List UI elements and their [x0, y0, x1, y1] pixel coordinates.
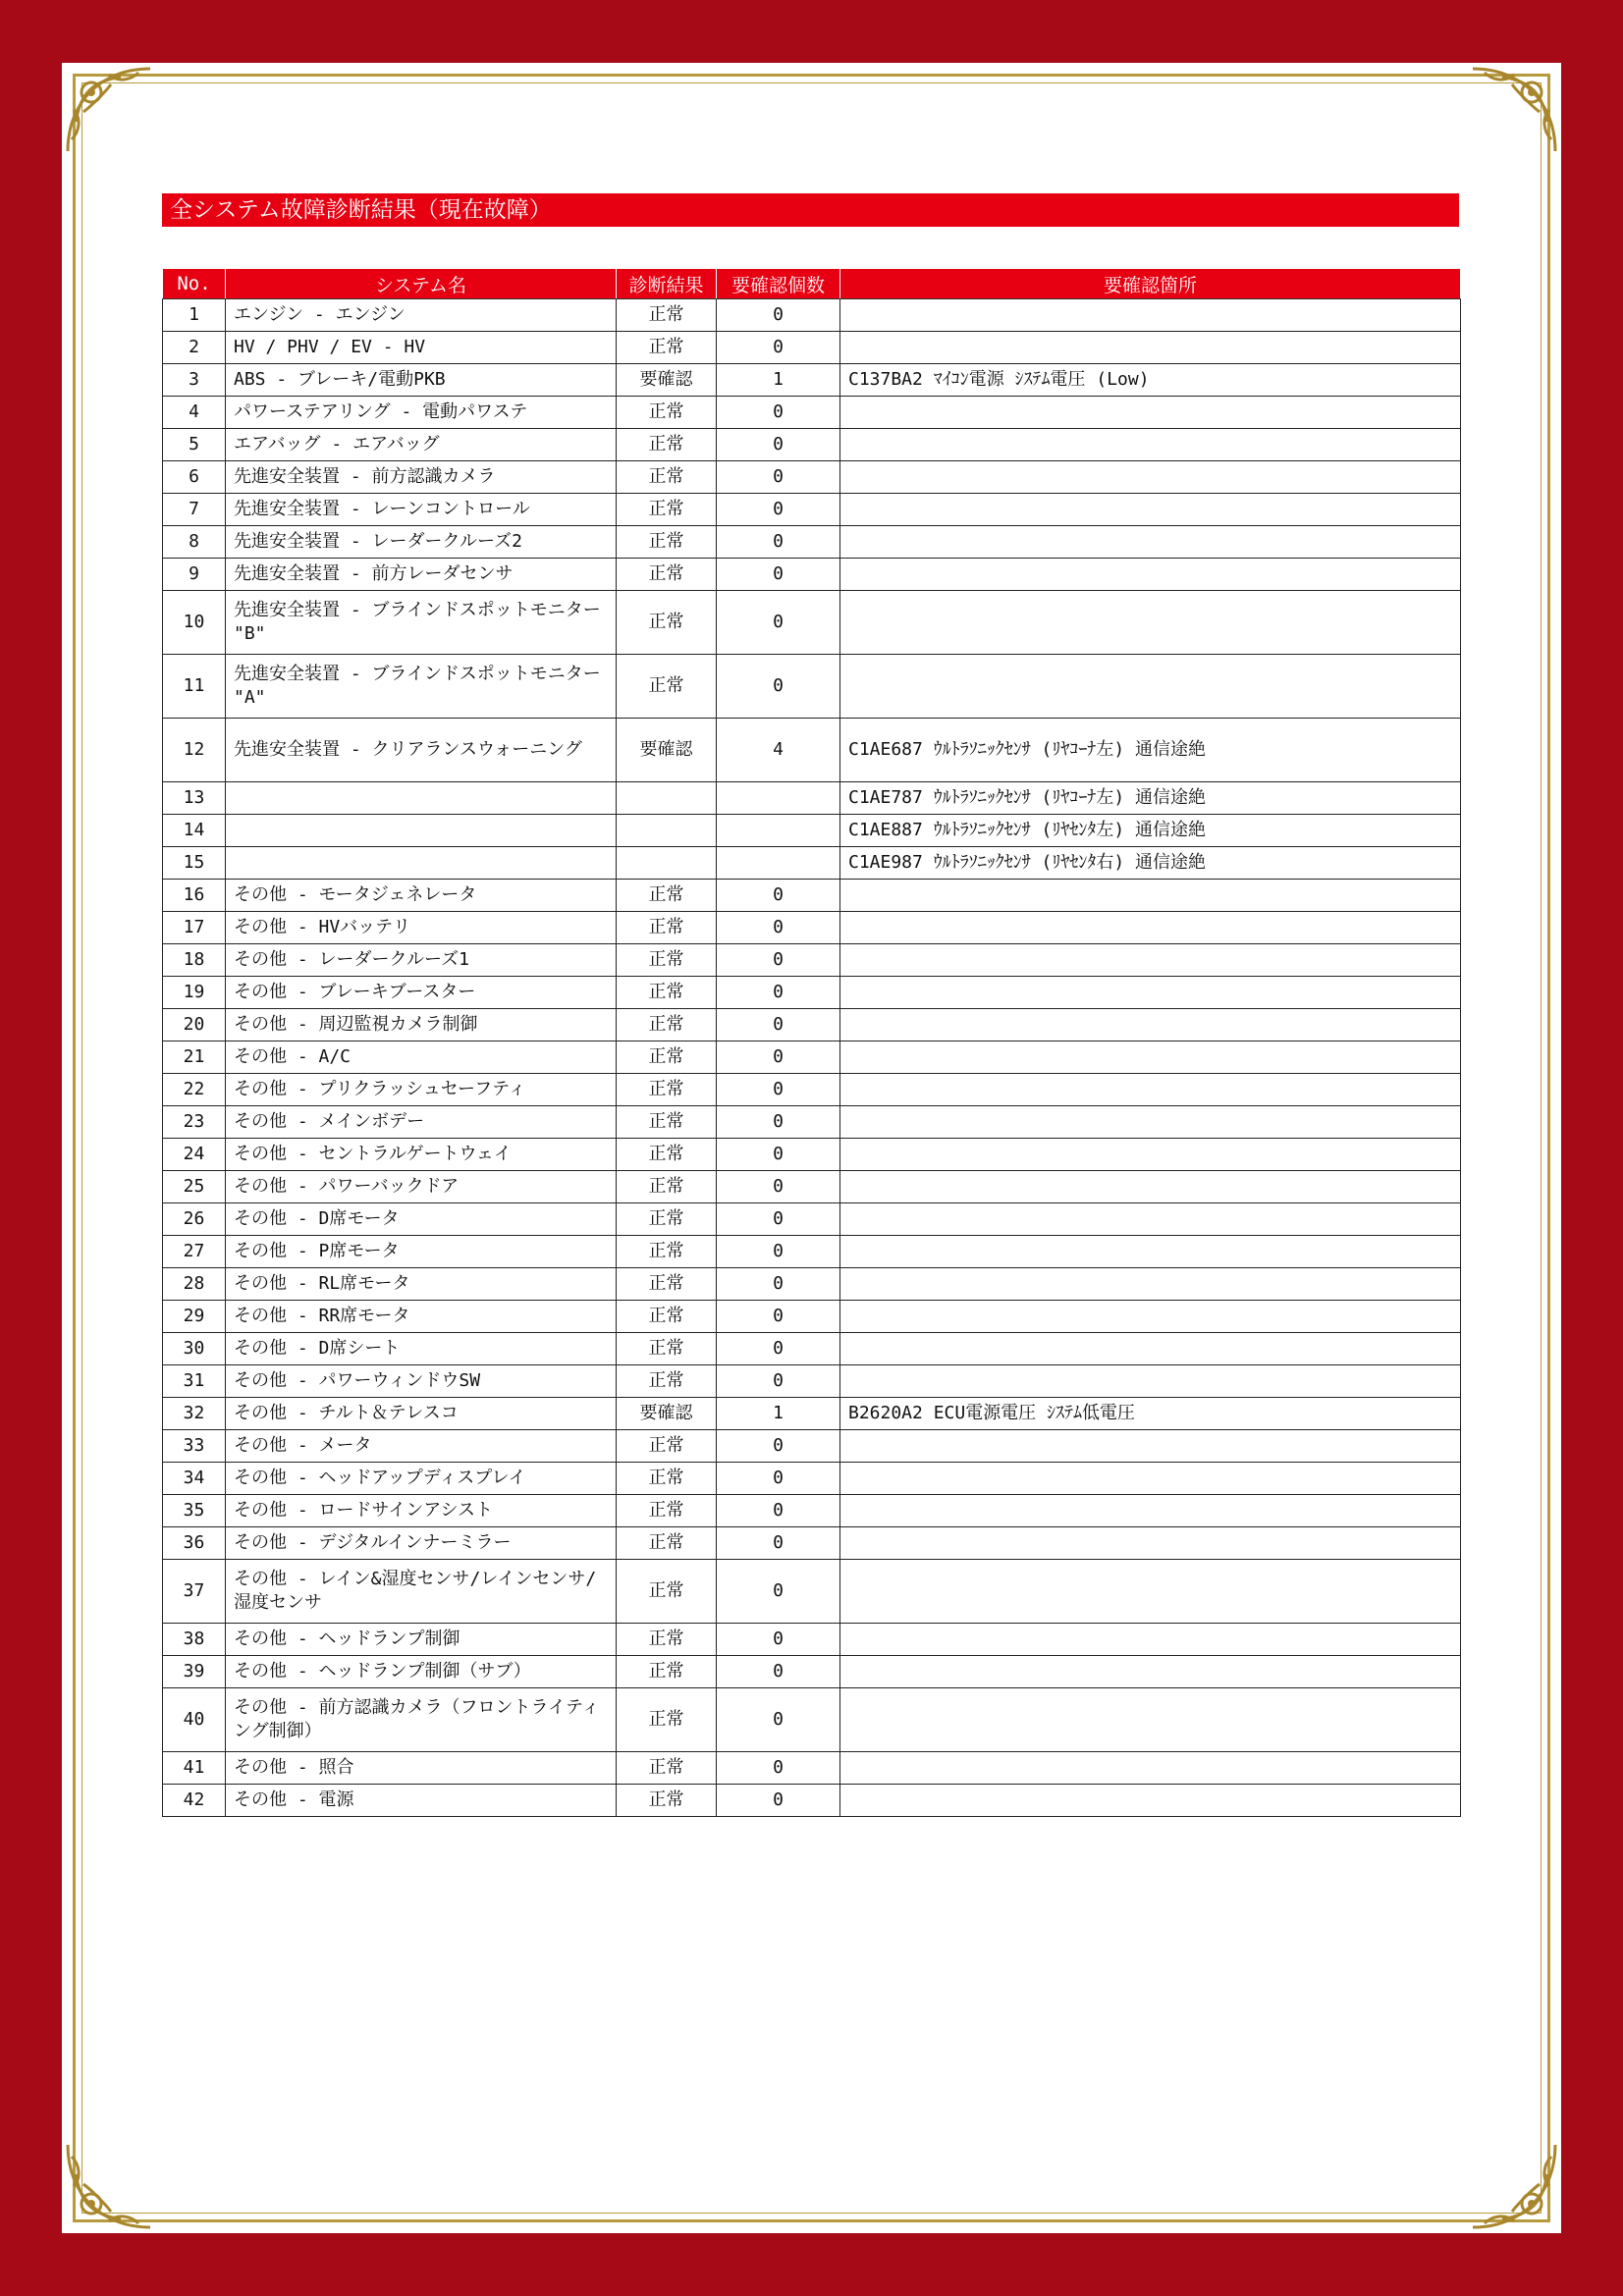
- row-detail: [840, 880, 1461, 912]
- row-result: [617, 847, 717, 880]
- row-result: 正常: [617, 1139, 717, 1171]
- row-no: 1: [163, 299, 226, 332]
- table-row: [163, 1688, 1461, 1752]
- row-result: 正常: [617, 1430, 717, 1463]
- row-count: 0: [717, 1688, 840, 1752]
- table-row: [163, 494, 1461, 526]
- ornament-icon: [1467, 2139, 1561, 2233]
- row-no: 24: [163, 1139, 226, 1171]
- table-row: [163, 429, 1461, 461]
- row-count: 0: [717, 1139, 840, 1171]
- row-result: 正常: [617, 526, 717, 559]
- row-result: 正常: [617, 1074, 717, 1106]
- row-count: 0: [717, 1301, 840, 1333]
- row-system-name: [226, 847, 617, 880]
- row-detail: B2620A2 ECU電源電圧 ｼｽﾃﾑ低電圧: [840, 1398, 1461, 1430]
- row-result: [617, 815, 717, 847]
- row-detail: [840, 1333, 1461, 1365]
- table-row: [163, 1106, 1461, 1139]
- table-row: [163, 977, 1461, 1009]
- row-detail: [840, 1268, 1461, 1301]
- row-detail: [840, 299, 1461, 332]
- row-no: 12: [163, 719, 226, 782]
- row-detail: [840, 944, 1461, 977]
- table-row: [163, 332, 1461, 364]
- row-no: 29: [163, 1301, 226, 1333]
- row-count: 0: [717, 1236, 840, 1268]
- row-no: 16: [163, 880, 226, 912]
- table-row: [163, 1139, 1461, 1171]
- row-detail: [840, 1527, 1461, 1560]
- row-system-name: その他 - モータジェネレータ: [226, 880, 617, 912]
- row-system-name: HV / PHV / EV - HV: [226, 332, 617, 364]
- row-no: 21: [163, 1041, 226, 1074]
- table-row: [163, 1752, 1461, 1785]
- row-result: 正常: [617, 1752, 717, 1785]
- row-count: 0: [717, 1463, 840, 1495]
- ornament-icon: [62, 2139, 156, 2233]
- row-no: 9: [163, 559, 226, 591]
- row-result: 正常: [617, 1268, 717, 1301]
- row-count: 0: [717, 397, 840, 429]
- table-row: [163, 1560, 1461, 1624]
- row-detail: [840, 1495, 1461, 1527]
- row-detail: [840, 977, 1461, 1009]
- row-count: 0: [717, 655, 840, 719]
- table-row: [163, 461, 1461, 494]
- row-result: 正常: [617, 559, 717, 591]
- row-no: 19: [163, 977, 226, 1009]
- row-no: 25: [163, 1171, 226, 1203]
- row-system-name: 先進安全装置 - レーダークルーズ2: [226, 526, 617, 559]
- row-count: 0: [717, 591, 840, 655]
- row-detail: [840, 1106, 1461, 1139]
- row-count: 0: [717, 461, 840, 494]
- row-detail: [840, 1688, 1461, 1752]
- row-result: 正常: [617, 977, 717, 1009]
- row-count: 0: [717, 1560, 840, 1624]
- row-no: 20: [163, 1009, 226, 1041]
- row-no: 31: [163, 1365, 226, 1398]
- row-result: 正常: [617, 1203, 717, 1236]
- header-system: システム名: [226, 269, 617, 299]
- row-system-name: その他 - ブレーキブースター: [226, 977, 617, 1009]
- row-system-name: その他 - メータ: [226, 1430, 617, 1463]
- row-no: 32: [163, 1398, 226, 1430]
- row-count: 0: [717, 1009, 840, 1041]
- row-result: 正常: [617, 591, 717, 655]
- row-system-name: その他 - RR席モータ: [226, 1301, 617, 1333]
- section-title: 全システム故障診断結果（現在故障）: [162, 193, 1459, 227]
- row-result: 正常: [617, 494, 717, 526]
- row-no: 8: [163, 526, 226, 559]
- row-no: 40: [163, 1688, 226, 1752]
- row-count: 0: [717, 912, 840, 944]
- row-system-name: その他 - レイン&湿度センサ/レインセンサ/湿度センサ: [226, 1560, 617, 1624]
- row-detail: [840, 1430, 1461, 1463]
- row-system-name: パワーステアリング - 電動パワステ: [226, 397, 617, 429]
- row-system-name: その他 - パワーバックドア: [226, 1171, 617, 1203]
- row-result: 正常: [617, 1171, 717, 1203]
- row-result: 正常: [617, 1463, 717, 1495]
- row-no: 22: [163, 1074, 226, 1106]
- row-count: 0: [717, 1041, 840, 1074]
- row-system-name: [226, 782, 617, 815]
- row-detail: [840, 332, 1461, 364]
- table-row: [163, 847, 1461, 880]
- row-system-name: その他 - パワーウィンドウSW: [226, 1365, 617, 1398]
- row-system-name: その他 - 周辺監視カメラ制御: [226, 1009, 617, 1041]
- row-detail: [840, 591, 1461, 655]
- table-row: [163, 655, 1461, 719]
- row-count: 0: [717, 1203, 840, 1236]
- table-row: [163, 1009, 1461, 1041]
- row-result: 正常: [617, 461, 717, 494]
- row-detail: [840, 1752, 1461, 1785]
- row-result: 正常: [617, 299, 717, 332]
- table-row: [163, 944, 1461, 977]
- row-no: 27: [163, 1236, 226, 1268]
- row-count: 0: [717, 1624, 840, 1656]
- row-system-name: その他 - 電源: [226, 1785, 617, 1817]
- row-system-name: 先進安全装置 - 前方認識カメラ: [226, 461, 617, 494]
- row-count: 0: [717, 1527, 840, 1560]
- row-detail: [840, 1560, 1461, 1624]
- row-detail: [840, 1139, 1461, 1171]
- row-no: 15: [163, 847, 226, 880]
- row-no: 41: [163, 1752, 226, 1785]
- row-no: 26: [163, 1203, 226, 1236]
- ornament-icon: [1467, 63, 1561, 157]
- table-row: [163, 526, 1461, 559]
- row-result: 正常: [617, 1785, 717, 1817]
- row-result: 正常: [617, 1333, 717, 1365]
- row-detail: [840, 461, 1461, 494]
- row-system-name: その他 - ヘッドランプ制御（サブ）: [226, 1656, 617, 1688]
- row-detail: [840, 1624, 1461, 1656]
- row-detail: [840, 397, 1461, 429]
- row-detail: [840, 655, 1461, 719]
- row-system-name: その他 - メインボデー: [226, 1106, 617, 1139]
- row-system-name: 先進安全装置 - クリアランスウォーニング: [226, 719, 617, 782]
- row-result: 正常: [617, 1301, 717, 1333]
- header-result: 診断結果: [617, 269, 717, 299]
- row-result: 正常: [617, 1365, 717, 1398]
- row-result: 要確認: [617, 1398, 717, 1430]
- row-count: [717, 847, 840, 880]
- table-row: [163, 1495, 1461, 1527]
- row-count: 1: [717, 1398, 840, 1430]
- row-result: 正常: [617, 1041, 717, 1074]
- row-detail: [840, 1656, 1461, 1688]
- row-result: 正常: [617, 1656, 717, 1688]
- row-count: 0: [717, 1365, 840, 1398]
- row-system-name: [226, 815, 617, 847]
- row-no: 17: [163, 912, 226, 944]
- table-row: [163, 815, 1461, 847]
- table-row: [163, 1333, 1461, 1365]
- row-detail: C1AE687 ｳﾙﾄﾗｿﾆｯｸｾﾝｻ (ﾘﾔｺｰﾅ左) 通信途絶: [840, 719, 1461, 782]
- row-system-name: その他 - セントラルゲートウェイ: [226, 1139, 617, 1171]
- table-row: [163, 559, 1461, 591]
- row-detail: C1AE887 ｳﾙﾄﾗｿﾆｯｸｾﾝｻ (ﾘﾔｾﾝﾀ左) 通信途絶: [840, 815, 1461, 847]
- table-row: [163, 364, 1461, 397]
- row-result: 正常: [617, 1527, 717, 1560]
- row-no: 28: [163, 1268, 226, 1301]
- row-count: 0: [717, 1656, 840, 1688]
- row-count: 0: [717, 1171, 840, 1203]
- row-system-name: その他 - レーダークルーズ1: [226, 944, 617, 977]
- table-row: [163, 1527, 1461, 1560]
- table-row: [163, 1624, 1461, 1656]
- row-result: 正常: [617, 1688, 717, 1752]
- row-detail: [840, 1365, 1461, 1398]
- table-row: [163, 1365, 1461, 1398]
- table-row: [163, 1268, 1461, 1301]
- row-result: 正常: [617, 1009, 717, 1041]
- row-result: 正常: [617, 332, 717, 364]
- table-row: [163, 1463, 1461, 1495]
- row-detail: [840, 526, 1461, 559]
- row-no: 5: [163, 429, 226, 461]
- row-system-name: その他 - ロードサインアシスト: [226, 1495, 617, 1527]
- row-detail: C1AE787 ｳﾙﾄﾗｿﾆｯｸｾﾝｻ (ﾘﾔｺｰﾅ左) 通信途絶: [840, 782, 1461, 815]
- row-count: 0: [717, 1495, 840, 1527]
- table-row: [163, 299, 1461, 332]
- table-row: [163, 1301, 1461, 1333]
- row-system-name: その他 - A/C: [226, 1041, 617, 1074]
- row-count: 0: [717, 1268, 840, 1301]
- row-count: 0: [717, 880, 840, 912]
- row-result: 要確認: [617, 719, 717, 782]
- row-result: 正常: [617, 397, 717, 429]
- row-system-name: その他 - ヘッドアップディスプレイ: [226, 1463, 617, 1495]
- row-detail: C1AE987 ｳﾙﾄﾗｿﾆｯｸｾﾝｻ (ﾘﾔｾﾝﾀ右) 通信途絶: [840, 847, 1461, 880]
- row-count: 0: [717, 299, 840, 332]
- table-row: [163, 912, 1461, 944]
- header-no: No.: [163, 269, 226, 299]
- row-system-name: その他 - D席シート: [226, 1333, 617, 1365]
- row-result: 正常: [617, 1495, 717, 1527]
- row-detail: [840, 1041, 1461, 1074]
- row-result: 要確認: [617, 364, 717, 397]
- row-no: 42: [163, 1785, 226, 1817]
- row-result: 正常: [617, 1560, 717, 1624]
- header-count: 要確認個数: [717, 269, 840, 299]
- row-count: 1: [717, 364, 840, 397]
- row-result: [617, 782, 717, 815]
- table-row: [163, 782, 1461, 815]
- row-result: 正常: [617, 429, 717, 461]
- row-no: 18: [163, 944, 226, 977]
- row-system-name: エンジン - エンジン: [226, 299, 617, 332]
- row-no: 6: [163, 461, 226, 494]
- row-no: 4: [163, 397, 226, 429]
- table-row: [163, 1656, 1461, 1688]
- table-row: [163, 591, 1461, 655]
- row-count: 0: [717, 1333, 840, 1365]
- row-count: 0: [717, 1074, 840, 1106]
- row-no: 23: [163, 1106, 226, 1139]
- row-detail: [840, 1171, 1461, 1203]
- table-row: [163, 1041, 1461, 1074]
- row-detail: C137BA2 ﾏｲｺﾝ電源 ｼｽﾃﾑ電圧 (Low): [840, 364, 1461, 397]
- row-no: 14: [163, 815, 226, 847]
- row-count: 0: [717, 944, 840, 977]
- row-no: 33: [163, 1430, 226, 1463]
- row-no: 3: [163, 364, 226, 397]
- row-detail: [840, 494, 1461, 526]
- row-system-name: その他 - ヘッドランプ制御: [226, 1624, 617, 1656]
- row-count: 0: [717, 1430, 840, 1463]
- row-count: [717, 782, 840, 815]
- row-result: 正常: [617, 912, 717, 944]
- header-detail: 要確認箇所: [840, 269, 1461, 299]
- row-no: 36: [163, 1527, 226, 1560]
- table-row: [163, 1398, 1461, 1430]
- table-row: [163, 1171, 1461, 1203]
- row-count: 0: [717, 429, 840, 461]
- row-system-name: その他 - HVバッテリ: [226, 912, 617, 944]
- row-count: [717, 815, 840, 847]
- row-no: 39: [163, 1656, 226, 1688]
- row-system-name: その他 - D席モータ: [226, 1203, 617, 1236]
- row-detail: [840, 1009, 1461, 1041]
- row-count: 0: [717, 977, 840, 1009]
- row-system-name: 先進安全装置 - ブラインドスポットモニター "A": [226, 655, 617, 719]
- row-result: 正常: [617, 1106, 717, 1139]
- row-system-name: 先進安全装置 - 前方レーダセンサ: [226, 559, 617, 591]
- ornament-icon: [62, 63, 156, 157]
- row-no: 13: [163, 782, 226, 815]
- row-detail: [840, 1463, 1461, 1495]
- row-detail: [840, 912, 1461, 944]
- row-result: 正常: [617, 880, 717, 912]
- table-row: [163, 719, 1461, 782]
- table-row: [163, 1430, 1461, 1463]
- row-no: 30: [163, 1333, 226, 1365]
- row-system-name: 先進安全装置 - レーンコントロール: [226, 494, 617, 526]
- row-count: 0: [717, 1752, 840, 1785]
- table-row: [163, 1785, 1461, 1817]
- row-no: 37: [163, 1560, 226, 1624]
- row-no: 38: [163, 1624, 226, 1656]
- row-system-name: その他 - デジタルインナーミラー: [226, 1527, 617, 1560]
- report-page: [62, 63, 1561, 2233]
- row-detail: [840, 429, 1461, 461]
- table-row: [163, 397, 1461, 429]
- table-header-row: [163, 269, 1461, 299]
- table-row: [163, 1236, 1461, 1268]
- row-count: 0: [717, 332, 840, 364]
- row-count: 0: [717, 559, 840, 591]
- row-detail: [840, 1074, 1461, 1106]
- row-no: 35: [163, 1495, 226, 1527]
- row-result: 正常: [617, 1624, 717, 1656]
- row-count: 0: [717, 494, 840, 526]
- row-no: 10: [163, 591, 226, 655]
- row-count: 0: [717, 526, 840, 559]
- row-system-name: その他 - チルト＆テレスコ: [226, 1398, 617, 1430]
- row-result: 正常: [617, 1236, 717, 1268]
- row-no: 2: [163, 332, 226, 364]
- row-detail: [840, 1785, 1461, 1817]
- table-row: [163, 880, 1461, 912]
- row-system-name: ABS - ブレーキ/電動PKB: [226, 364, 617, 397]
- row-count: 0: [717, 1106, 840, 1139]
- row-count: 0: [717, 1785, 840, 1817]
- row-system-name: その他 - 前方認識カメラ（フロントライティング制御）: [226, 1688, 617, 1752]
- row-system-name: エアバッグ - エアバッグ: [226, 429, 617, 461]
- table-row: [163, 1074, 1461, 1106]
- row-system-name: その他 - プリクラッシュセーフティ: [226, 1074, 617, 1106]
- row-system-name: その他 - RL席モータ: [226, 1268, 617, 1301]
- row-no: 11: [163, 655, 226, 719]
- row-detail: [840, 1236, 1461, 1268]
- row-system-name: 先進安全装置 - ブラインドスポットモニター "B": [226, 591, 617, 655]
- row-no: 34: [163, 1463, 226, 1495]
- row-count: 4: [717, 719, 840, 782]
- row-system-name: その他 - 照合: [226, 1752, 617, 1785]
- row-result: 正常: [617, 655, 717, 719]
- row-detail: [840, 1301, 1461, 1333]
- row-system-name: その他 - P席モータ: [226, 1236, 617, 1268]
- diagnosis-table: [162, 269, 1461, 1817]
- row-detail: [840, 559, 1461, 591]
- table-row: [163, 1203, 1461, 1236]
- row-result: 正常: [617, 944, 717, 977]
- row-detail: [840, 1203, 1461, 1236]
- row-no: 7: [163, 494, 226, 526]
